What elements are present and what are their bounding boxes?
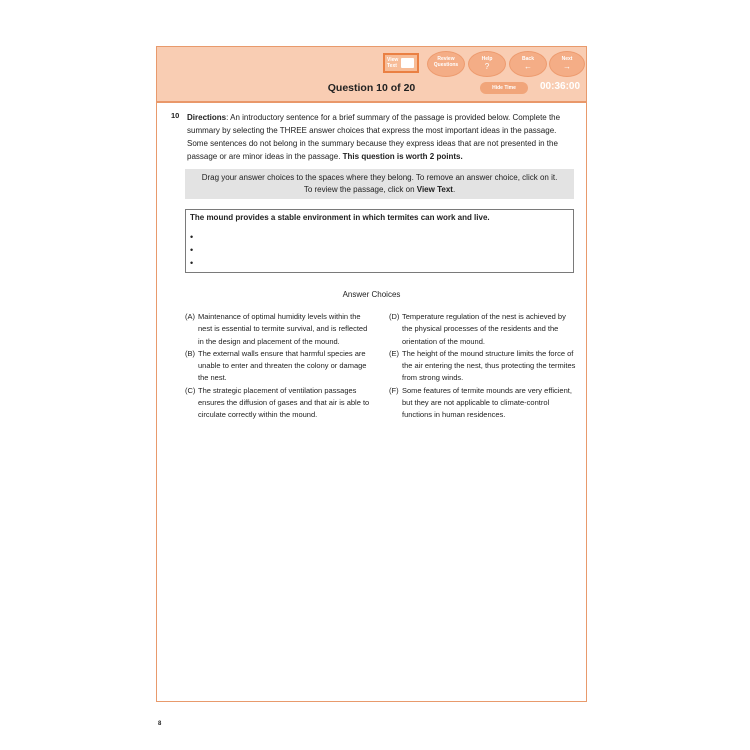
instruction-box bbox=[185, 169, 574, 199]
directions-label: Directions bbox=[187, 113, 227, 122]
choice-letter: (C) bbox=[185, 385, 196, 395]
answer-slot[interactable] bbox=[190, 246, 570, 257]
back-arrow-icon: ← bbox=[524, 62, 532, 71]
choice-text: The external walls ensure that harmful species are unable to enter and threaten the colony or damage the nest. bbox=[198, 348, 367, 383]
instruction-line bbox=[185, 184, 574, 196]
question-mark-icon: ? bbox=[484, 62, 490, 71]
choice-text: The strategic placement of ventilation passages ensures the diffusion of gases and that air is able to circulate correctly within the mound. bbox=[198, 385, 370, 420]
instruction-prefix: To review the passage, click on bbox=[303, 185, 417, 194]
view-text-button[interactable] bbox=[383, 53, 419, 73]
answer-choice-d[interactable] bbox=[389, 311, 577, 348]
view-text-icon bbox=[401, 58, 414, 68]
help-label: Help bbox=[481, 56, 493, 62]
hide-time-button[interactable]: Hide Time bbox=[480, 82, 528, 94]
answer-choice-a[interactable] bbox=[185, 311, 373, 348]
view-text-link: View Text bbox=[416, 185, 453, 194]
directions-text: : An introductory sentence for a brief summary of the passage is provided below. Complete the summary by selecting the THREE answer choices that express the most important ideas in the passage. Some sentences do not belong in the summary because they express ideas that are not presented in the passage or are minor ideas in the passage. bbox=[187, 113, 561, 161]
next-label: Next bbox=[561, 56, 573, 62]
bullet: • bbox=[190, 232, 194, 242]
answer-slot[interactable] bbox=[190, 233, 570, 244]
question-number: 10 bbox=[171, 111, 180, 120]
choice-letter: (A) bbox=[185, 312, 195, 321]
back-button[interactable] bbox=[509, 51, 547, 77]
review-questions-button[interactable] bbox=[427, 51, 465, 77]
choice-letter: (B) bbox=[185, 348, 195, 358]
instruction-suffix: . bbox=[452, 185, 456, 194]
answer-choice-c[interactable] bbox=[185, 385, 373, 422]
choice-letter: (F) bbox=[389, 385, 399, 395]
page-number: 8 bbox=[158, 721, 162, 727]
test-window bbox=[156, 46, 587, 702]
view-text-label: View Text bbox=[387, 57, 399, 69]
bullet: • bbox=[190, 245, 194, 255]
answer-choice-f[interactable] bbox=[389, 385, 577, 422]
answer-choices-right bbox=[389, 311, 577, 422]
instruction-line: Drag your answer choices to the spaces where they belong. To remove an answer choice, click on it. bbox=[201, 173, 558, 182]
summary-box bbox=[185, 209, 574, 273]
next-button[interactable] bbox=[549, 51, 585, 77]
toolbar bbox=[157, 47, 586, 103]
choice-text: The height of the mound structure limits the force of the air entering the nest, thus protecting the termites from strong winds. bbox=[402, 348, 576, 383]
choice-letter: (E) bbox=[389, 348, 399, 358]
answer-choices-title: Answer Choices bbox=[342, 290, 401, 299]
timer: 00:36:00 bbox=[540, 81, 581, 92]
choice-letter: (D) bbox=[389, 312, 400, 321]
choice-text: Maintenance of optimal humidity levels within the nest is essential to termite survival, and is reflected in the design and placement of the mound. bbox=[198, 312, 368, 346]
worth-points: This question is worth 2 points. bbox=[342, 152, 463, 161]
answer-choices-left bbox=[185, 311, 373, 422]
choice-text: Temperature regulation of the nest is achieved by the physical processes of the residents and the orientation of the mound. bbox=[402, 312, 566, 346]
summary-statement: The mound provides a stable environment in which termites can work and live. bbox=[190, 213, 490, 222]
answer-slot[interactable] bbox=[190, 259, 570, 270]
help-button[interactable] bbox=[468, 51, 506, 77]
back-label: Back bbox=[522, 56, 534, 62]
answer-choice-b[interactable] bbox=[185, 348, 373, 385]
answer-choice-e[interactable] bbox=[389, 348, 577, 385]
next-arrow-icon: → bbox=[563, 62, 571, 71]
directions bbox=[187, 111, 572, 163]
question-title: Question 10 of 20 bbox=[327, 82, 416, 94]
bullet: • bbox=[190, 258, 194, 268]
review-questions-label: Review Questions bbox=[433, 56, 459, 68]
choice-text: Some features of termite mounds are very efficient, but they are not applicable to climate-control functions in human residences. bbox=[402, 385, 572, 420]
